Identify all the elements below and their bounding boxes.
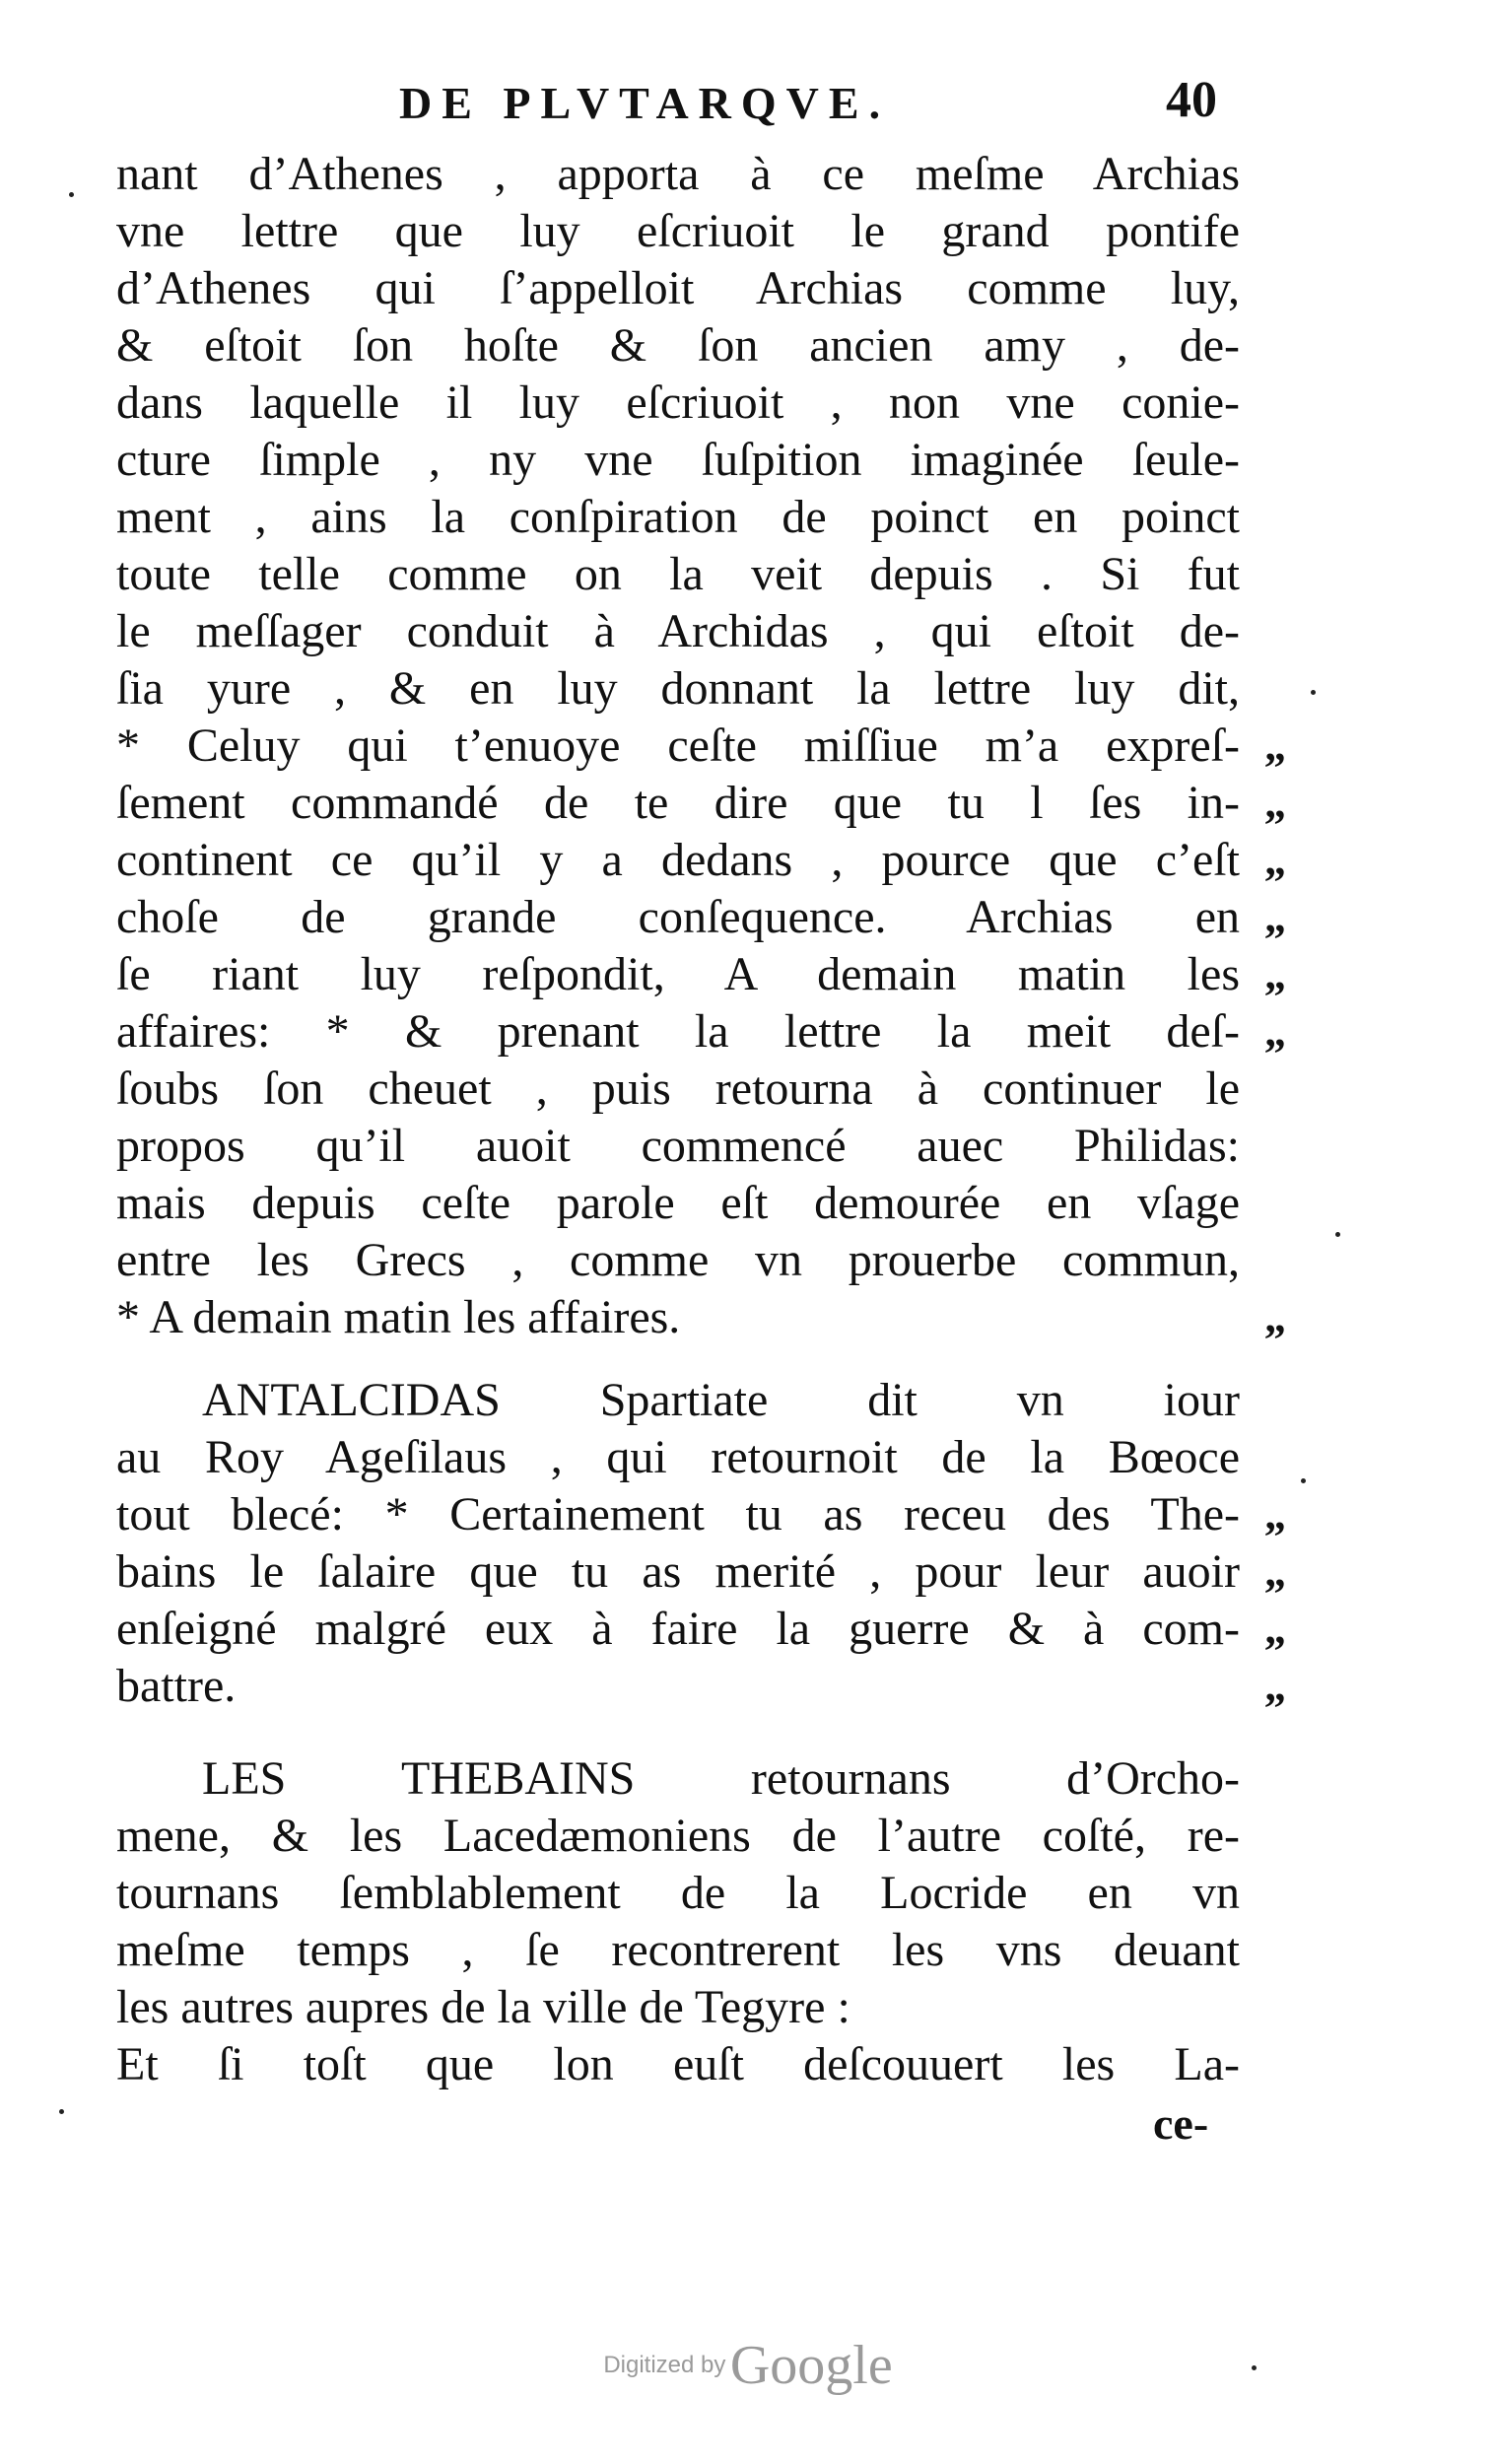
text-line: ANTALCIDAS Spartiate dit vn iour <box>202 1374 1240 1426</box>
scan-speck <box>1335 1232 1340 1237</box>
text-line: vne lettre que luy eſcriuoit le grand pontife <box>116 205 1240 257</box>
margin-quote-mark: „ <box>1264 1662 1286 1710</box>
text-line: tout blecé: * Certainement tu as receu des The- <box>116 1488 1240 1540</box>
text-line: continent ce qu’il y a dedans , pource que c’eſt <box>116 834 1240 886</box>
text-line: le meſſager conduit à Archidas , qui eſtoit de- <box>116 605 1240 657</box>
scan-speck <box>69 192 74 197</box>
margin-quote-mark: „ <box>1264 1490 1286 1539</box>
margin-quote-mark: „ <box>1264 779 1286 827</box>
text-line: bains le ſalaire que tu as merité , pour leur auoir <box>116 1545 1240 1598</box>
text-line: battre. <box>116 1660 237 1712</box>
margin-quote-mark: „ <box>1264 1293 1286 1341</box>
page-number: 40 <box>1166 72 1217 128</box>
text-line: affaires: * & prenant la lettre la meit deſ- <box>116 1005 1240 1058</box>
text-line: meſme temps , ſe recontrerent les vns deuant <box>116 1924 1240 1976</box>
text-line: ment , ains la conſpiration de poinct en poinct <box>116 491 1240 543</box>
text-line: ſement commandé de te dire que tu l ſes in- <box>116 777 1240 829</box>
text-line: dans laquelle il luy eſcriuoit , non vne conie- <box>116 376 1240 429</box>
text-line: ſia yure , & en luy donnant la lettre luy dit, <box>116 662 1240 715</box>
margin-quote-mark: „ <box>1264 1605 1286 1653</box>
page-header <box>0 72 1496 136</box>
catchword: ce- <box>1153 2098 1209 2149</box>
text-line: cture ſimple , ny vne ſuſpition imaginée ſeule- <box>116 434 1240 486</box>
text-line: mais depuis ceſte parole eſt demourée en vſage <box>116 1177 1240 1229</box>
text-line: tournans ſemblablement de la Locride en vn <box>116 1867 1240 1919</box>
text-line: choſe de grande conſequence. Archias en <box>116 891 1240 943</box>
text-line: ſe riant luy reſpondit, A demain matin les <box>116 948 1240 1000</box>
margin-quote-mark: „ <box>1264 950 1286 998</box>
text-line: Et ſi toſt que lon euſt deſcouuert les La- <box>116 2038 1240 2090</box>
text-line: les autres aupres de la ville de Tegyre : <box>116 1981 850 2033</box>
text-line: au Roy Ageſilaus , qui retournoit de la Bœoce <box>116 1431 1240 1483</box>
margin-quote-mark: „ <box>1264 721 1286 770</box>
margin-quote-mark: „ <box>1264 893 1286 941</box>
text-line: * A demain matin les affaires. <box>116 1291 681 1343</box>
watermark-brand: Google <box>729 2335 893 2396</box>
text-line: toute telle comme on la veit depuis . Si fut <box>116 548 1240 600</box>
text-line: * Celuy qui t’enuoye ceſte miſſiue m’a expreſ- <box>116 719 1240 772</box>
text-line: ſoubs ſon cheuet , puis retourna à continuer le <box>116 1062 1240 1115</box>
text-line: nant d’Athenes , apporta à ce meſme Archias <box>116 148 1240 200</box>
scan-speck <box>1301 1478 1306 1483</box>
text-line: & eſtoit ſon hoſte & ſon ancien amy , de- <box>116 319 1240 372</box>
margin-quote-mark: „ <box>1264 1547 1286 1596</box>
scan-speck <box>1311 690 1316 695</box>
text-line: entre les Grecs , comme vn prouerbe commun, <box>116 1234 1240 1286</box>
running-title: DE PLVTARQVE. <box>399 78 891 128</box>
text-line: d’Athenes qui ſ’appelloit Archias comme luy, <box>116 262 1240 314</box>
digitized-by-watermark <box>0 2334 1496 2397</box>
text-line: propos qu’il auoit commencé auec Philidas: <box>116 1120 1240 1172</box>
text-line: LES THEBAINS retournans d’Orcho- <box>202 1752 1240 1805</box>
scan-speck <box>59 2109 64 2114</box>
margin-quote-mark: „ <box>1264 836 1286 884</box>
text-line: mene, & les Lacedæmoniens de l’autre coſté, re- <box>116 1810 1240 1862</box>
watermark-prefix: Digitized by <box>603 2352 726 2378</box>
text-line: enſeigné malgré eux à faire la guerre & à com- <box>116 1603 1240 1655</box>
margin-quote-mark: „ <box>1264 1007 1286 1056</box>
